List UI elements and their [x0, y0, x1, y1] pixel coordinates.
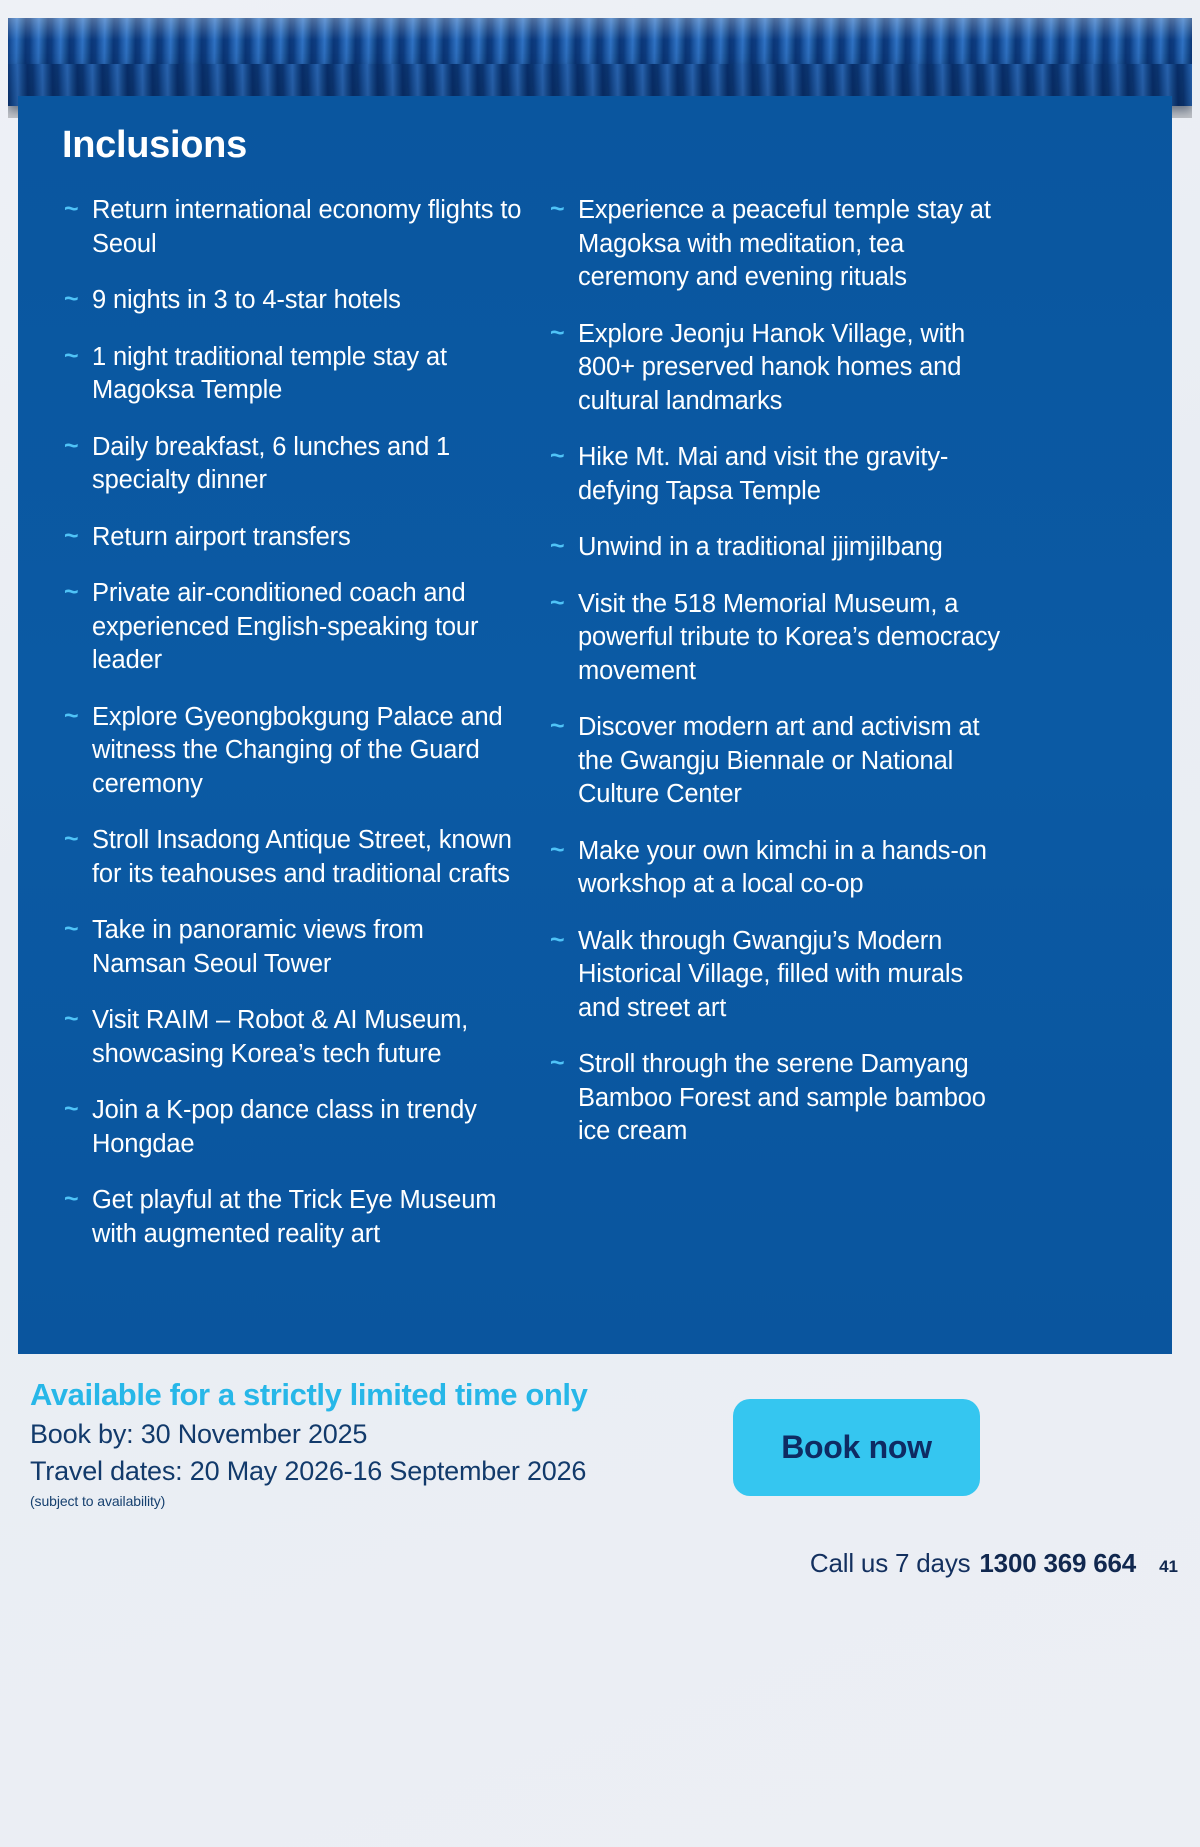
list-item	[62, 521, 522, 555]
tilde-bullet-icon: ~	[64, 1185, 79, 1213]
list-item-label: Discover modern art and activism at the Gwangju Biennale or National Culture Center	[578, 713, 980, 808]
list-item	[548, 441, 1004, 508]
phone-number[interactable]: 1300 369 664	[979, 1548, 1137, 1578]
tilde-bullet-icon: ~	[550, 588, 565, 617]
list-item	[548, 925, 1004, 1026]
tilde-bullet-icon: ~	[64, 521, 79, 550]
page-number: 41	[1159, 1557, 1178, 1576]
list-item-label: Visit the 518 Memorial Museum, a powerful tribute to Korea’s democracy movement	[578, 589, 1001, 685]
inclusions-left-list	[62, 194, 522, 1251]
tilde-bullet-icon: ~	[64, 825, 79, 853]
offer-footer	[0, 1360, 1200, 1847]
tilde-bullet-icon: ~	[550, 712, 565, 740]
tilde-bullet-icon: ~	[64, 1005, 79, 1033]
inclusions-right-column	[548, 194, 1004, 1274]
list-item	[62, 1094, 522, 1161]
list-item-label: Take in panoramic views from Namsan Seoul Tower	[92, 916, 424, 978]
list-item-label: 1 night traditional temple stay at Magoksa Temple	[92, 342, 447, 404]
tilde-bullet-icon: ~	[64, 285, 79, 313]
list-item-label: Hike Mt. Mai and visit the gravity-defying Tapsa Temple	[578, 443, 949, 505]
list-item	[62, 701, 522, 802]
list-item	[62, 194, 522, 261]
list-item-label: Stroll Insadong Antique Street, known for its teahouses and traditional crafts	[92, 826, 512, 888]
travel-dates: Travel dates: 20 May 2026-16 September 2026	[30, 1456, 587, 1486]
list-item-label: 9 nights in 3 to 4-star hotels	[92, 286, 401, 314]
availability-disclaimer: (subject to availability)	[30, 1493, 166, 1509]
list-item	[62, 341, 522, 408]
list-item-label: Explore Gyeongbokgung Palace and witness the Changing of the Guard ceremony	[92, 702, 503, 798]
tilde-bullet-icon: ~	[550, 532, 565, 560]
inclusions-columns	[62, 194, 1144, 1274]
tilde-bullet-icon: ~	[550, 925, 565, 954]
call-us-label: Call us 7 days	[809, 1548, 971, 1578]
tilde-bullet-icon: ~	[64, 578, 79, 606]
list-item-label: Return airport transfers	[92, 522, 351, 551]
list-item	[62, 284, 522, 318]
list-item	[548, 711, 1004, 812]
list-item-label: Experience a peaceful temple stay at Magoksa with meditation, tea ceremony and evening rituals	[578, 196, 991, 291]
inclusions-panel	[18, 96, 1172, 1354]
list-item	[62, 431, 522, 498]
list-item	[62, 577, 522, 678]
list-item	[548, 531, 1004, 565]
page-title: Inclusions	[62, 124, 247, 166]
list-item	[62, 824, 522, 891]
list-item	[548, 194, 1004, 295]
book-by-date: Book by: 30 November 2025	[30, 1419, 368, 1449]
list-item-label: Unwind in a traditional jjimjilbang	[578, 533, 943, 561]
list-item-label: Visit RAIM – Robot & AI Museum, showcasing Korea’s tech future	[92, 1006, 469, 1068]
tilde-bullet-icon: ~	[64, 701, 79, 730]
list-item-label: Make your own kimchi in a hands-on workshop at a local co-op	[578, 836, 987, 898]
tilde-bullet-icon: ~	[64, 431, 79, 460]
tilde-bullet-icon: ~	[550, 835, 565, 864]
list-item	[62, 914, 522, 981]
tilde-bullet-icon: ~	[550, 318, 565, 347]
inclusions-left-column	[62, 194, 522, 1274]
tilde-bullet-icon: ~	[64, 915, 79, 943]
list-item-label: Explore Jeonju Hanok Village, with 800+ preserved hanok homes and cultural landmarks	[578, 319, 966, 415]
tilde-bullet-icon: ~	[550, 1049, 565, 1077]
tilde-bullet-icon: ~	[550, 442, 565, 470]
list-item	[548, 588, 1004, 689]
limited-time-headline: Available for a strictly limited time only	[30, 1377, 588, 1412]
list-item-label: Get playful at the Trick Eye Museum with augmented reality art	[92, 1186, 497, 1248]
list-item-label: Walk through Gwangju’s Modern Historical Village, filled with murals and street art	[578, 926, 963, 1022]
list-item-label: Daily breakfast, 6 lunches and 1 specialty dinner	[92, 432, 451, 494]
tilde-bullet-icon: ~	[64, 341, 79, 370]
list-item	[62, 1004, 522, 1071]
list-item	[548, 1048, 1004, 1149]
list-item-label: Return international economy flights to Seoul	[92, 196, 522, 258]
list-item	[548, 835, 1004, 902]
list-item-label: Stroll through the serene Damyang Bamboo Forest and sample bamboo ice cream	[578, 1050, 986, 1145]
list-item-label: Join a K-pop dance class in trendy Hongdae	[92, 1096, 477, 1158]
list-item	[62, 1184, 522, 1251]
book-now-button[interactable]: Book now	[733, 1399, 980, 1496]
tilde-bullet-icon: ~	[64, 1095, 79, 1123]
tilde-bullet-icon: ~	[64, 195, 79, 223]
list-item-label: Private air-conditioned coach and experienced English-speaking tour leader	[92, 579, 479, 674]
inclusions-right-list	[548, 194, 1004, 1149]
tilde-bullet-icon: ~	[550, 195, 565, 223]
call-us-strip	[810, 1548, 1178, 1579]
list-item	[548, 318, 1004, 419]
